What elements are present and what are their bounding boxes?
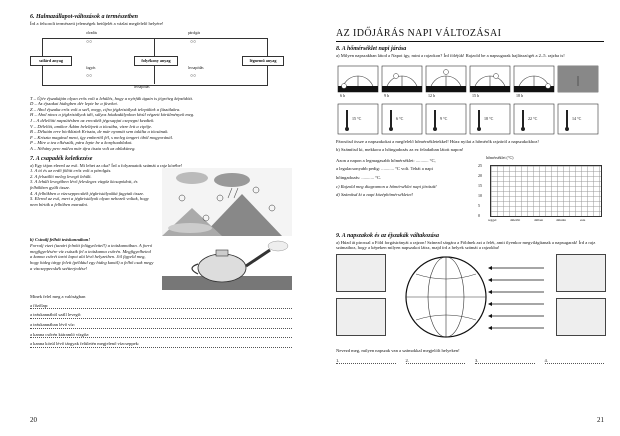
chart-yticks xyxy=(478,162,488,218)
scene-picture-4 xyxy=(556,298,606,336)
x-tick-label: délután xyxy=(556,217,566,222)
scene-picture-3 xyxy=(556,254,606,292)
gas-box: légnemű anyag xyxy=(242,56,284,66)
list-item: F – Kriszta magával ment, így embertől fél, s meleg tengeri öböl mogyoránál. xyxy=(30,134,174,140)
questions-intro: Minek felel meg a valóságban xyxy=(30,294,86,300)
sun-panels-svg xyxy=(336,62,604,102)
temperature-label: 15 °C xyxy=(352,115,362,121)
step-item: 2. A felszálló meleg levegő lehűlt. xyxy=(30,173,92,179)
temperature-label: 14 °C xyxy=(572,115,582,121)
list-item: B – Délután erre bicikliztek Kriszta, de már nyomát sem találta a tócsának. xyxy=(30,129,169,135)
question-line[interactable]: Azon a napon a legmagasabb hőmérséklet: ........... °C, xyxy=(336,157,436,163)
question-line[interactable]: a teáskannából száll levegő: xyxy=(30,312,292,319)
time-label: 18 h xyxy=(516,92,523,98)
right-page xyxy=(310,0,620,436)
water-cycle-illustration xyxy=(162,168,292,236)
arrow-label-5: lecsapódás xyxy=(134,84,150,89)
temperature-chart[interactable] xyxy=(476,155,604,229)
question-line[interactable]: a főzőlap: xyxy=(30,303,292,310)
section9-part-a: a) Húzd át pirossal a Föld forgásirányát a rajzon! Színezd sárgára a Földnek azt a felét, amit ilyenkor megvilágítanak a napsugarak! Írd a rajz számaihoz, hogy a képeken milyen napszakot látsz, majd írd a helyek számát a rajzokba! xyxy=(336,239,596,251)
y-tick-label: 20 xyxy=(478,172,482,178)
section8-part-a2: Párosítsd össze a napszakokat a megfelelő hőmérsékletekkel! Húzz nyilat a hőmérők rajzáról a napszakokhoz! xyxy=(336,138,539,144)
answer-circles[interactable]: ○○ xyxy=(190,39,197,45)
section7-part-b xyxy=(30,236,154,271)
section8-part-b: b) Számítsd ki, mekkora a hőingadozás az ez feladatban látott napon! xyxy=(336,147,464,153)
chart-ylabel: hőmérséklet (°C) xyxy=(486,154,514,160)
time-label: 12 h xyxy=(428,92,435,98)
section8-title: 8. A hőmérséklet napi járása xyxy=(336,46,407,52)
time-label: 15 h xyxy=(472,92,479,98)
liquid-box: folyékony anyag xyxy=(134,56,178,66)
question-line[interactable]: hőingadozás: ........... °C. xyxy=(336,174,382,180)
temperature-label: 9 °C xyxy=(440,115,448,121)
question-line[interactable]: a legalacsonyabb pedig: ........... °C volt. Tehát a napi xyxy=(336,166,433,172)
list-item: H – Ahol nincs a jégkristályok idő, súlyos hóakadályokon kívül végzett körülmények meg. xyxy=(30,112,195,118)
phase-diagram xyxy=(30,30,292,92)
section6-title: 6. Halmazállapot-változások a természetben xyxy=(30,14,138,20)
answer-field[interactable]: 2. xyxy=(406,358,466,365)
question-line[interactable]: a kanna csőrén kiáramló vízgőz: xyxy=(30,332,292,339)
section6-instruction: Írd a felsorolt természeti jelenségek betűjelét a vázlat megfelelő helyére! xyxy=(30,21,164,26)
temperature-label: 6 °C xyxy=(396,115,404,121)
section7-part-a: a) Egy tájon elered az eső. Mi lehet az oka? Írd a folyamatok számát a rajz körébe! xyxy=(30,162,183,168)
section9-fill-line: Nevezd meg, milyen napszak van a számokkal megjelölt helyeken! xyxy=(336,347,460,353)
arrow-label-1: olvadás xyxy=(86,30,97,35)
thermometers-svg xyxy=(336,102,604,136)
time-label: 9 h xyxy=(384,92,389,98)
question-line[interactable]: d) Számítsd ki a napi középhőmérsékletet! xyxy=(336,192,414,198)
answer-circles[interactable]: ○○ xyxy=(86,73,93,79)
earth-globe xyxy=(396,254,546,340)
time-label: 6 h xyxy=(340,92,345,98)
section6-items xyxy=(30,96,292,152)
teapot-illustration xyxy=(162,236,292,290)
step-item: 4. A felhőkben a vízcseppecskék jégkristályokká fagytak össze. xyxy=(30,190,145,196)
part-b-title: b) Csinálj felhőt teáskannában! xyxy=(30,237,91,243)
step-item: 5. Elered az eső, mert a jégkristályok olyan nehezek voltak, hogy nem bírták a felhőben maradni. xyxy=(30,196,149,207)
page-number-right: 21 xyxy=(597,416,604,424)
y-tick-label: 5 xyxy=(478,202,480,208)
x-tick-label: reggel xyxy=(488,217,497,222)
section9-title: 9. A napszakok és az éjszakák váltakozása xyxy=(336,232,439,239)
question-line[interactable]: c) Rajzold meg diagramon a hőmérséklet napi járását! xyxy=(336,183,437,189)
section8-questions xyxy=(336,155,468,198)
list-item: D – Az éjszakai hidegben dér lepte be a füveket. xyxy=(30,101,118,107)
answer-field[interactable]: 3. xyxy=(475,358,535,365)
question-line[interactable]: a teáskannában lévő víz: xyxy=(30,322,292,329)
temperature-label: 18 °C xyxy=(484,115,494,121)
arrow-label-3: fagyás xyxy=(86,65,96,70)
temperature-label: 22 °C xyxy=(528,115,538,121)
list-item: V – Délelőtt, amikor Ádám belelépett a tócsába, vízre lett a cipője. xyxy=(30,123,153,129)
right-content xyxy=(336,28,604,364)
list-item: P – Mire a tea elkészült, pára lepte be a konyhaablakot. xyxy=(30,140,133,146)
section7-steps xyxy=(30,168,156,207)
list-item: A – Néhány perc múlva már újra tiszta volt az ablaküveg. xyxy=(30,145,136,151)
scene-picture-2 xyxy=(336,298,386,336)
arrow-label-4: lecsapódás xyxy=(188,65,204,70)
answer-circles[interactable]: ○○ xyxy=(86,39,93,45)
list-item: Z – Ahol éjszaka erős volt a szél, megy, cifra jégkristályok települtek a fűszálakra. xyxy=(30,106,181,112)
page-title: AZ IDŐJÁRÁS NAPI VÁLTOZÁSAI xyxy=(336,28,604,42)
section7-title: 7. A csapadék keletkezése xyxy=(30,155,93,162)
list-item: T – Újév éjszakáján olyan erős volt a lehűlés, hogy a nyírfák ágain is jégréteg képződött. xyxy=(30,95,194,101)
step-item: 3. A lehűlt levegőben lévő felesleges vízgőz kicsapódott, és felhőkben gyűlt össze. xyxy=(30,179,138,190)
question-line[interactable]: a kanna körül lévő tárgyak felületén megjelenő vízcseppek: xyxy=(30,341,292,348)
section8-part-a: a) Milyen napszakban látod a Napot így, mint a rajzokon? Írd föléjük! Rajzold be a napsugarak hajlásszögét a 2–5. rajzba is! xyxy=(336,53,565,58)
answer-field[interactable]: 4. xyxy=(545,358,605,365)
thermometer-row xyxy=(336,102,604,136)
answer-field[interactable]: 1. xyxy=(336,358,396,365)
left-content xyxy=(30,14,292,348)
list-item: J – A délelőtti napsütésben az erecskék jégcsapjai csepegni kezdtek. xyxy=(30,117,155,123)
solid-box: szilárd anyag xyxy=(30,56,72,66)
x-tick-label: délelőtt xyxy=(510,217,521,222)
y-tick-label: 0 xyxy=(478,212,480,218)
step-item: 1. A tó és az erdő fölött erős volt a párolgás. xyxy=(30,168,112,174)
y-tick-label: 15 xyxy=(478,182,482,188)
y-tick-label: 25 xyxy=(478,162,482,168)
sun-panels xyxy=(336,62,604,102)
earth-illustration-area xyxy=(336,254,604,344)
answer-row xyxy=(336,358,604,365)
arrow-label-2: párolgás xyxy=(188,30,201,35)
answer-circles[interactable]: ○○ xyxy=(190,73,197,79)
part-b-text: Forralj vizet (tanári felnőtt felügyelettel!) a teáskannában. A forró megfigyelésére víz csúszik fel a teáskanna csőrén. Megfigyelheted a kanna csőrét tartó lapot alá lévő helyzetben. Jól figyeld meg, hogy hideg tárgy felett (például egy hideg kanál) a felhő csak megy a vízcseppecskék szétterjedése! xyxy=(30,243,154,271)
x-tick-label: este xyxy=(580,217,586,222)
scene-picture-1 xyxy=(336,254,386,292)
x-tick-label: délben xyxy=(534,217,544,222)
chart-grid xyxy=(490,165,602,217)
page-number-left: 20 xyxy=(30,416,37,424)
y-tick-label: 10 xyxy=(478,192,482,198)
